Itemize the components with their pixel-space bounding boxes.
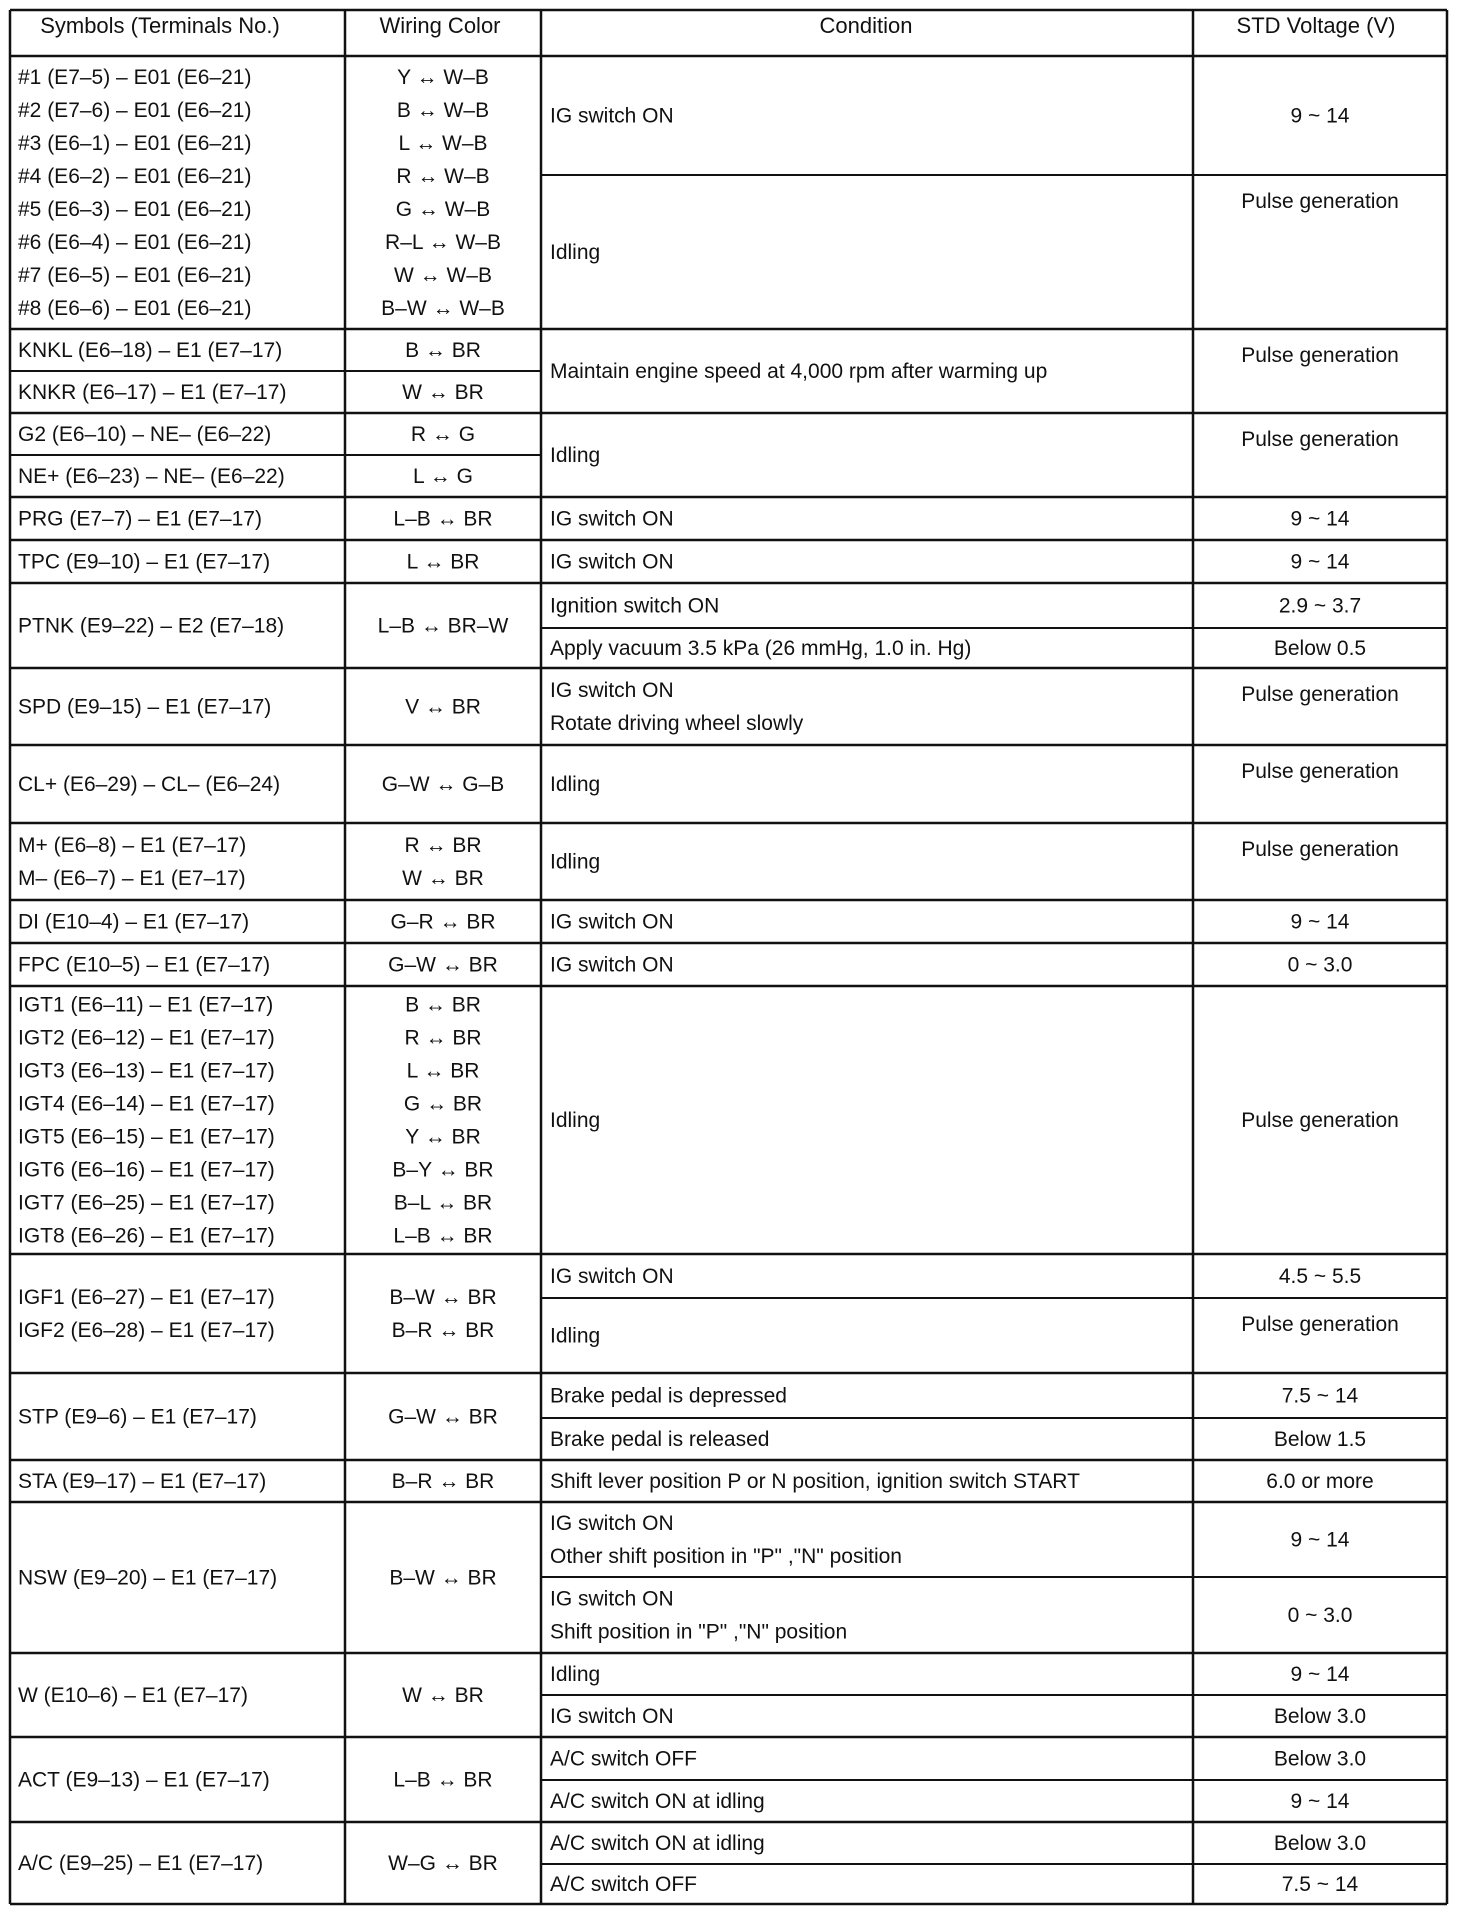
condition-text: IG switch ON — [550, 104, 674, 128]
std-voltage-value: 9 ~ 14 — [1290, 1528, 1350, 1552]
wiring-color: W–G ↔ BR — [388, 1852, 498, 1875]
condition-text: IG switch ON — [550, 507, 674, 531]
std-voltage-value: 0 ~ 3.0 — [1287, 953, 1353, 977]
std-voltage-value: Below 3.0 — [1273, 1705, 1367, 1728]
symbol-terminal: ACT (E9–13) – E1 (E7–17) — [18, 1768, 270, 1792]
condition-text: Rotate driving wheel slowly — [550, 712, 804, 735]
wiring-color: G–W ↔ BR — [388, 1405, 498, 1429]
symbol-terminal: FPC (E10–5) – E1 (E7–17) — [18, 953, 271, 977]
symbol-terminal: KNKR (E6–17) – E1 (E7–17) — [18, 381, 287, 404]
wiring-color: B–W ↔ W–B — [381, 297, 505, 320]
symbol-terminal: A/C (E9–25) – E1 (E7–17) — [18, 1852, 264, 1875]
wiring-color: R ↔ BR — [404, 1026, 482, 1050]
condition-text: IG switch ON — [550, 679, 674, 702]
symbol-terminal: #2 (E7–6) – E01 (E6–21) — [18, 99, 252, 122]
std-voltage-value: Below 3.0 — [1273, 1747, 1367, 1771]
symbol-terminal: IGT7 (E6–25) – E1 (E7–17) — [18, 1191, 275, 1215]
symbol-terminal: W (E10–6) – E1 (E7–17) — [18, 1684, 248, 1707]
std-voltage-value: 4.5 ~ 5.5 — [1278, 1265, 1362, 1288]
condition-text: A/C switch OFF — [550, 1873, 698, 1896]
std-voltage-value: 7.5 ~ 14 — [1281, 1873, 1359, 1896]
std-voltage-value: 7.5 ~ 14 — [1281, 1384, 1359, 1408]
std-voltage-value: Below 1.5 — [1273, 1428, 1367, 1451]
condition-text: Idling — [550, 1324, 601, 1348]
condition-text: Idling — [550, 241, 601, 264]
condition-text: Brake pedal is released — [550, 1428, 770, 1451]
symbol-terminal: PTNK (E9–22) – E2 (E7–18) — [18, 614, 285, 638]
symbol-terminal: IGF2 (E6–28) – E1 (E7–17) — [18, 1319, 275, 1342]
condition-text: Idling — [550, 1109, 601, 1132]
wiring-color: W ↔ BR — [402, 1684, 484, 1707]
symbol-terminal: IGT8 (E6–26) – E1 (E7–17) — [18, 1224, 275, 1248]
condition-text: Ignition switch ON — [550, 594, 720, 618]
symbol-terminal: IGF1 (E6–27) – E1 (E7–17) — [18, 1286, 275, 1309]
symbol-terminal: #1 (E7–5) – E01 (E6–21) — [18, 66, 252, 89]
symbol-terminal: #5 (E6–3) – E01 (E6–21) — [18, 198, 252, 221]
header-wiring-color: Wiring Color — [379, 13, 501, 38]
symbol-terminal: PRG (E7–7) – E1 (E7–17) — [18, 507, 262, 531]
wiring-color: R ↔ W–B — [396, 165, 490, 188]
wiring-color: G ↔ BR — [403, 1092, 483, 1116]
symbol-terminal: IGT6 (E6–16) – E1 (E7–17) — [18, 1158, 275, 1182]
symbol-terminal: KNKL (E6–18) – E1 (E7–17) — [18, 339, 283, 362]
wiring-color: W ↔ BR — [402, 867, 484, 890]
std-voltage-value: Pulse generation — [1241, 838, 1399, 861]
wiring-color: B–R ↔ BR — [391, 1319, 495, 1342]
table-body — [18, 66, 1399, 1896]
symbol-terminal: NE+ (E6–23) – NE– (E6–22) — [18, 465, 285, 488]
symbol-terminal: IGT3 (E6–13) – E1 (E7–17) — [18, 1059, 275, 1083]
condition-text: IG switch ON — [550, 953, 674, 977]
condition-text: Idling — [550, 444, 601, 467]
wiring-color: B ↔ BR — [405, 339, 481, 362]
wiring-color: G ↔ W–B — [395, 198, 491, 221]
wiring-color: L–B ↔ BR–W — [377, 614, 509, 638]
std-voltage-value: Pulse generation — [1241, 683, 1399, 706]
wiring-color: B–R ↔ BR — [391, 1470, 495, 1493]
std-voltage-value: 9 ~ 14 — [1290, 104, 1350, 128]
std-voltage-value: 6.0 or more — [1266, 1470, 1374, 1493]
symbol-terminal: #6 (E6–4) – E01 (E6–21) — [18, 231, 252, 254]
wiring-color: Y ↔ BR — [405, 1125, 481, 1149]
wiring-color: L–B ↔ BR — [393, 1768, 493, 1792]
symbol-terminal: TPC (E9–10) – E1 (E7–17) — [18, 550, 271, 574]
condition-text: Other shift position in "P" ,"N" position — [550, 1545, 902, 1568]
symbol-terminal: M– (E6–7) – E1 (E7–17) — [18, 867, 246, 890]
symbol-terminal: STA (E9–17) – E1 (E7–17) — [18, 1470, 267, 1493]
wiring-color: Y ↔ W–B — [397, 66, 489, 89]
wiring-color: B–W ↔ BR — [389, 1286, 497, 1309]
symbol-terminal: STP (E9–6) – E1 (E7–17) — [18, 1405, 257, 1429]
header-symbols: Symbols (Terminals No.) — [40, 13, 280, 38]
condition-text: IG switch ON — [550, 1587, 674, 1611]
std-voltage-value: Pulse generation — [1241, 428, 1399, 451]
condition-text: IG switch ON — [550, 1705, 674, 1728]
condition-text: IG switch ON — [550, 1512, 674, 1535]
symbol-terminal: DI (E10–4) – E1 (E7–17) — [18, 910, 250, 934]
std-voltage-value: 9 ~ 14 — [1290, 910, 1350, 934]
condition-text: Idling — [550, 1663, 601, 1686]
wiring-color: L ↔ G — [413, 465, 473, 488]
wiring-color: L–B ↔ BR — [393, 1224, 493, 1248]
wiring-color: R–L ↔ W–B — [385, 231, 501, 254]
condition-text: Shift position in "P" ,"N" position — [550, 1620, 848, 1644]
wiring-color: L ↔ BR — [406, 1059, 480, 1083]
std-voltage-value: 9 ~ 14 — [1290, 1790, 1350, 1813]
wiring-color: W ↔ BR — [402, 381, 484, 404]
header-std-voltage: STD Voltage (V) — [1236, 13, 1396, 38]
condition-text: Apply vacuum 3.5 kPa (26 mmHg, 1.0 in. Hg) — [550, 637, 972, 660]
symbol-terminal: IGT2 (E6–12) – E1 (E7–17) — [18, 1026, 275, 1050]
symbol-terminal: IGT5 (E6–15) – E1 (E7–17) — [18, 1125, 275, 1149]
std-voltage-value: Below 3.0 — [1273, 1832, 1367, 1855]
condition-text: Brake pedal is depressed — [550, 1384, 787, 1408]
wiring-color: B–L ↔ BR — [393, 1191, 493, 1215]
wiring-color: L ↔ W–B — [398, 132, 488, 155]
condition-text: Shift lever position P or N position, ignition switch START — [550, 1470, 1080, 1493]
condition-text: A/C switch ON at idling — [550, 1790, 765, 1813]
header-condition: Condition — [819, 13, 913, 38]
wiring-color: R ↔ G — [410, 423, 476, 446]
condition-text: IG switch ON — [550, 550, 674, 574]
std-voltage-value: 9 ~ 14 — [1290, 507, 1350, 531]
condition-text: IG switch ON — [550, 910, 674, 934]
std-voltage-value: 0 ~ 3.0 — [1287, 1604, 1353, 1627]
std-voltage-value: Pulse generation — [1241, 1313, 1399, 1336]
std-voltage-value: 9 ~ 14 — [1290, 550, 1350, 574]
wiring-color: B ↔ W–B — [396, 99, 490, 122]
symbol-terminal: SPD (E9–15) – E1 (E7–17) — [18, 695, 272, 719]
wiring-color: L ↔ BR — [406, 550, 480, 574]
wiring-color: B–Y ↔ BR — [392, 1158, 494, 1182]
std-voltage-value: Below 0.5 — [1273, 637, 1367, 660]
std-voltage-value: 9 ~ 14 — [1290, 1663, 1350, 1686]
symbol-terminal: IGT4 (E6–14) – E1 (E7–17) — [18, 1092, 275, 1116]
wiring-color: B–W ↔ BR — [389, 1566, 497, 1590]
std-voltage-value: Pulse generation — [1241, 344, 1399, 367]
condition-text: Idling — [550, 850, 601, 874]
std-voltage-value: Pulse generation — [1241, 190, 1399, 213]
std-voltage-value: Pulse generation — [1241, 760, 1399, 783]
wiring-color: V ↔ BR — [405, 695, 481, 719]
std-voltage-value: Pulse generation — [1241, 1109, 1399, 1132]
wiring-color: R ↔ BR — [404, 834, 482, 857]
symbol-terminal: G2 (E6–10) – NE– (E6–22) — [18, 423, 272, 446]
condition-text: A/C switch ON at idling — [550, 1832, 765, 1855]
wiring-color: L–B ↔ BR — [393, 507, 493, 531]
symbol-terminal: #7 (E6–5) – E01 (E6–21) — [18, 264, 252, 287]
condition-text: Maintain engine speed at 4,000 rpm after warming up — [550, 360, 1048, 383]
condition-text: A/C switch OFF — [550, 1747, 698, 1771]
wiring-color: W ↔ W–B — [394, 264, 492, 287]
symbol-terminal: #4 (E6–2) – E01 (E6–21) — [18, 165, 252, 188]
symbol-terminal: #3 (E6–1) – E01 (E6–21) — [18, 132, 252, 155]
std-voltage-value: 2.9 ~ 3.7 — [1278, 594, 1362, 618]
symbol-terminal: M+ (E6–8) – E1 (E7–17) — [18, 834, 247, 857]
wiring-color: B ↔ BR — [405, 993, 481, 1017]
wiring-color: G–W ↔ BR — [388, 953, 498, 977]
wiring-color: G–W ↔ G–B — [381, 773, 505, 796]
wiring-color: G–R ↔ BR — [390, 910, 496, 934]
condition-text: Idling — [550, 773, 601, 796]
symbol-terminal: NSW (E9–20) – E1 (E7–17) — [18, 1566, 278, 1590]
symbol-terminal: CL+ (E6–29) – CL– (E6–24) — [18, 773, 281, 796]
condition-text: IG switch ON — [550, 1265, 674, 1288]
symbol-terminal: IGT1 (E6–11) – E1 (E7–17) — [18, 993, 274, 1017]
symbol-terminal: #8 (E6–6) – E01 (E6–21) — [18, 297, 252, 320]
